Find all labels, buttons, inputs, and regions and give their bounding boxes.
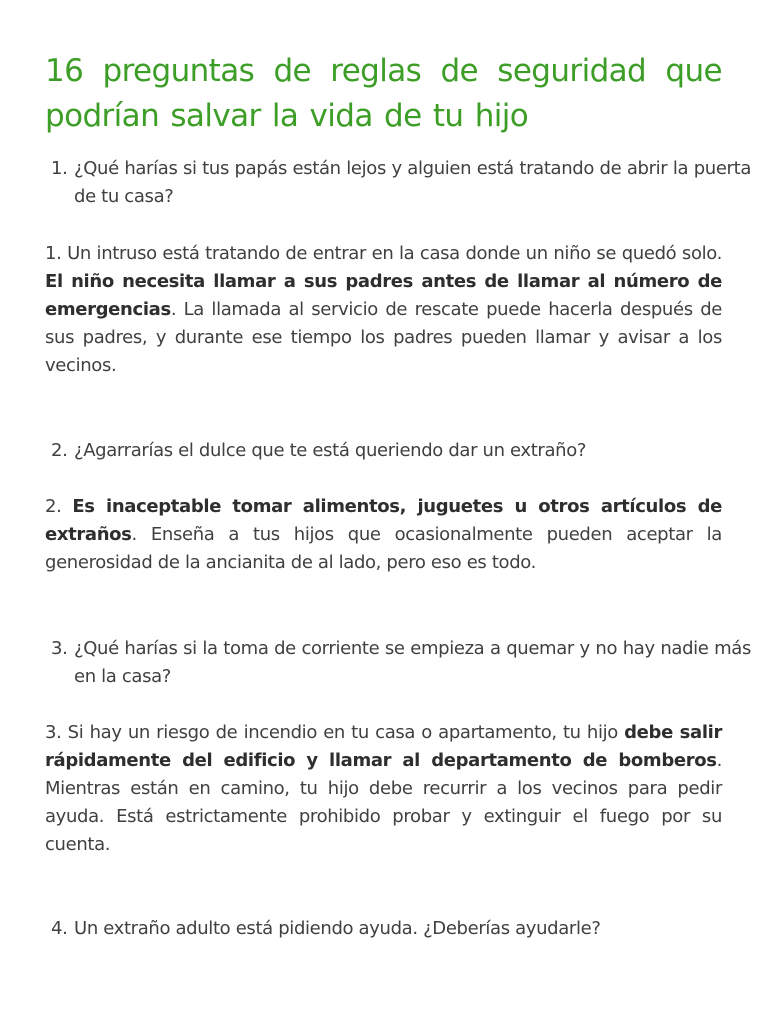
question-1-number: 1. [51,158,68,179]
answer-2-rest: . Enseña a tus hijos que ocasionalmente pueden aceptar la generosidad de la ancianita de al lado, pero eso es todo. [45,524,722,573]
question-3-number: 3. [51,638,68,659]
answer-3-emphasis: debe salir rápidamente del edificio y llamar al departamento de bomberos [45,722,723,771]
question-4 [45,915,751,943]
answer-1-emphasis: El niño necesita llamar a sus padres antes de llamar al número de emergencias [45,271,722,320]
answer-3-intro: 3. Si hay un riesgo de incendio en tu casa o apartamento, tu hijo [45,722,625,743]
answer-2-intro: 2. [45,496,73,517]
answer-1-intro: 1. Un intruso está tratando de entrar en la casa donde un niño se quedó solo. [45,243,722,264]
article-title: 16 preguntas de reglas de seguridad que podrían salvar la vida de tu hijo [45,53,722,134]
answer-1 [45,240,722,380]
question-2-text: ¿Agarrarías el dulce que te está queriendo dar un extraño? [74,440,587,461]
answer-2 [45,493,722,577]
answer-2-emphasis: Es inaceptable tomar alimentos, juguetes u otros artículos de extraños [45,496,722,545]
question-1-text: ¿Qué harías si tus papás están lejos y alguien está tratando de abrir la puerta de tu casa? [74,158,751,207]
question-4-text: Un extraño adulto está pidiendo ayuda. ¿Deberías ayudarle? [74,918,601,939]
question-3-text: ¿Qué harías si la toma de corriente se empieza a quemar y no hay nadie más en la casa? [74,638,751,687]
question-3 [45,635,751,691]
answer-1-rest: . La llamada al servicio de rescate puede hacerla después de sus padres, y durante ese tiempo los padres pueden llamar y avisar a los vecinos. [45,299,722,376]
question-4-number: 4. [51,918,68,939]
question-2 [45,437,751,465]
answer-3-rest: . Mientras están en camino, tu hijo debe recurrir a los vecinos para pedir ayuda. Está estrictamente prohibido probar y extinguir el fuego por su cuenta. [45,750,722,855]
answer-3 [45,719,722,859]
article [45,0,751,939]
question-2-number: 2. [51,440,68,461]
question-1 [45,155,751,211]
